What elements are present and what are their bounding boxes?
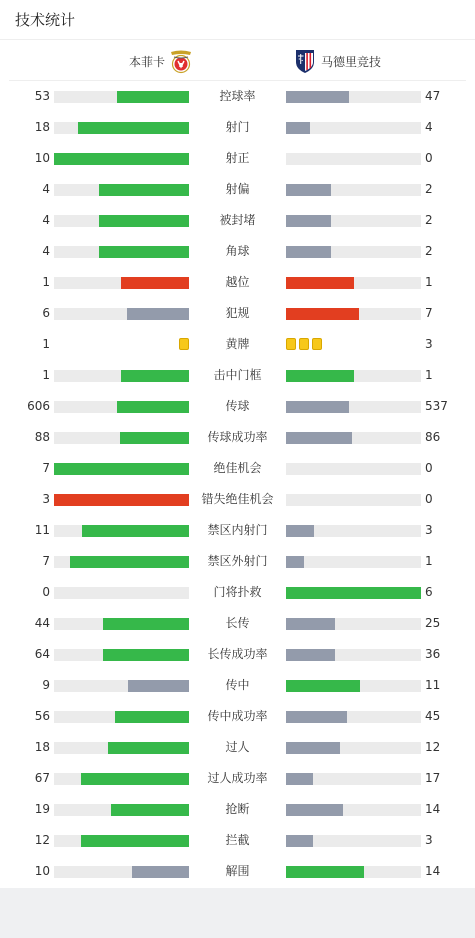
stat-label: 禁区内射门 (207, 523, 268, 537)
stat-label: 过人 (225, 740, 250, 754)
yellow-card-icon (179, 338, 189, 350)
stat-label: 长传 (225, 616, 250, 630)
stat-row (0, 329, 475, 360)
away-value: 25 (425, 616, 441, 630)
away-bar-track (286, 742, 421, 754)
stat-row (0, 515, 475, 546)
stat-label: 禁区外射门 (207, 554, 268, 568)
away-value: 0 (425, 461, 433, 475)
home-bar-track (54, 246, 189, 258)
atletico-madrid-crest-icon (293, 48, 317, 74)
stat-row (0, 639, 475, 670)
home-value: 3 (42, 492, 50, 506)
stat-row (0, 701, 475, 732)
away-bar-fill (286, 556, 304, 568)
stat-row (0, 825, 475, 856)
home-bar-fill (103, 618, 189, 630)
home-value: 4 (42, 182, 50, 196)
home-bar-track (54, 215, 189, 227)
home-bar-track (54, 463, 189, 475)
home-bar-fill (121, 370, 189, 382)
away-bar-track (286, 556, 421, 568)
away-bar-fill (286, 122, 310, 134)
away-value: 1 (425, 275, 433, 289)
benfica-crest-icon (169, 48, 193, 74)
home-bar-fill (108, 742, 189, 754)
away-bar-fill (286, 618, 335, 630)
away-bar-track (286, 246, 421, 258)
stat-row (0, 732, 475, 763)
away-bar-track (286, 463, 421, 475)
away-value: 7 (425, 306, 433, 320)
stat-row (0, 546, 475, 577)
away-bar-fill (286, 587, 421, 599)
away-value: 14 (425, 864, 441, 878)
stat-label: 错失绝佳机会 (201, 492, 274, 506)
away-bar-track (286, 525, 421, 537)
stat-label: 黄牌 (225, 337, 250, 351)
stat-label: 传球 (225, 399, 250, 413)
home-bar-track (54, 91, 189, 103)
stat-row (0, 298, 475, 329)
home-bar-fill (99, 246, 189, 258)
home-bar-track (54, 122, 189, 134)
home-bar-fill (54, 153, 189, 165)
stat-row (0, 577, 475, 608)
away-bar-track (286, 401, 421, 413)
home-bar-fill (117, 91, 189, 103)
home-value: 10 (34, 151, 50, 165)
away-team-name: 马德里竞技 (321, 54, 382, 69)
home-bar-track (54, 587, 189, 599)
stat-row (0, 81, 475, 112)
stat-label: 击中门框 (213, 368, 262, 382)
home-team-name: 本菲卡 (128, 54, 165, 69)
home-bar-fill (121, 277, 189, 289)
away-value: 537 (425, 399, 448, 413)
away-value: 1 (425, 368, 433, 382)
home-team[interactable] (129, 48, 193, 74)
home-bar-track (54, 432, 189, 444)
home-bar-fill (78, 122, 189, 134)
home-value: 1 (42, 337, 50, 351)
home-value: 7 (42, 461, 50, 475)
home-value: 88 (34, 430, 50, 444)
away-value: 3 (425, 523, 433, 537)
home-value: 67 (34, 771, 50, 785)
home-bar-fill (115, 711, 189, 723)
away-bar-track (286, 618, 421, 630)
stats-list (0, 81, 475, 887)
home-yellow-cards (179, 338, 189, 350)
away-bar-fill (286, 649, 335, 661)
home-bar-track (54, 649, 189, 661)
stat-row (0, 174, 475, 205)
home-value: 64 (34, 647, 50, 661)
away-value: 3 (425, 337, 433, 351)
home-bar-track (54, 277, 189, 289)
away-value: 1 (425, 554, 433, 568)
away-bar-track (286, 866, 421, 878)
stat-label: 门将扑救 (213, 585, 262, 599)
away-bar-track (286, 835, 421, 847)
home-bar-fill (81, 773, 189, 785)
stat-row (0, 112, 475, 143)
away-bar-track (286, 308, 421, 320)
away-value: 47 (425, 89, 441, 103)
yellow-card-icon (312, 338, 322, 350)
away-bar-fill (286, 680, 360, 692)
home-value: 12 (34, 833, 50, 847)
home-value: 18 (34, 120, 50, 134)
away-value: 2 (425, 182, 433, 196)
stat-label: 过人成功率 (207, 771, 268, 785)
away-bar-track (286, 680, 421, 692)
home-value: 1 (42, 368, 50, 382)
home-value: 53 (34, 89, 50, 103)
away-value: 0 (425, 151, 433, 165)
home-value: 606 (27, 399, 50, 413)
home-bar-track (54, 835, 189, 847)
away-bar-track (286, 649, 421, 661)
away-value: 86 (425, 430, 441, 444)
away-value: 12 (425, 740, 441, 754)
home-value: 11 (34, 523, 50, 537)
stat-row (0, 236, 475, 267)
stat-row (0, 670, 475, 701)
stat-row (0, 608, 475, 639)
stat-label: 越位 (225, 275, 250, 289)
home-bar-fill (120, 432, 189, 444)
home-bar-track (54, 866, 189, 878)
home-bar-fill (70, 556, 189, 568)
away-team[interactable] (293, 48, 381, 74)
away-value: 4 (425, 120, 433, 134)
home-bar-fill (99, 184, 189, 196)
away-bar-fill (286, 370, 354, 382)
home-value: 1 (42, 275, 50, 289)
away-bar-fill (286, 742, 340, 754)
home-value: 6 (42, 306, 50, 320)
teams-header (9, 40, 466, 81)
away-bar-fill (286, 246, 331, 258)
stat-row (0, 794, 475, 825)
home-value: 18 (34, 740, 50, 754)
yellow-card-icon (299, 338, 309, 350)
home-value: 4 (42, 213, 50, 227)
home-bar-fill (99, 215, 189, 227)
away-value: 3 (425, 833, 433, 847)
away-value: 17 (425, 771, 441, 785)
home-bar-fill (127, 308, 189, 320)
home-bar-fill (117, 401, 189, 413)
home-value: 56 (34, 709, 50, 723)
away-bar-track (286, 184, 421, 196)
home-value: 0 (42, 585, 50, 599)
stat-label: 射正 (225, 151, 250, 165)
away-bar-track (286, 153, 421, 165)
away-bar-track (286, 277, 421, 289)
away-bar-fill (286, 91, 349, 103)
page-title: 技术统计 (15, 11, 76, 29)
away-bar-fill (286, 804, 343, 816)
home-bar-track (54, 773, 189, 785)
header-bar (0, 0, 475, 40)
home-bar-fill (132, 866, 189, 878)
home-bar-track (54, 153, 189, 165)
stat-label: 射偏 (225, 182, 250, 196)
home-bar-track (54, 742, 189, 754)
away-bar-track (286, 91, 421, 103)
home-bar-track (54, 556, 189, 568)
away-bar-track (286, 587, 421, 599)
away-yellow-cards (286, 338, 322, 350)
stat-row (0, 391, 475, 422)
away-value: 36 (425, 647, 441, 661)
home-value: 7 (42, 554, 50, 568)
away-bar-fill (286, 835, 313, 847)
stat-row (0, 205, 475, 236)
home-value: 10 (34, 864, 50, 878)
away-bar-fill (286, 711, 347, 723)
away-value: 6 (425, 585, 433, 599)
away-bar-fill (286, 432, 352, 444)
away-bar-fill (286, 215, 331, 227)
home-bar-fill (111, 804, 189, 816)
stat-row (0, 267, 475, 298)
stat-row (0, 763, 475, 794)
stat-label: 抢断 (225, 802, 250, 816)
home-bar-track (54, 184, 189, 196)
home-bar-track (54, 525, 189, 537)
home-bar-track (54, 711, 189, 723)
stat-row (0, 484, 475, 515)
stat-label: 角球 (225, 244, 250, 258)
stat-label: 射门 (225, 120, 250, 134)
home-bar-track (54, 804, 189, 816)
away-value: 14 (425, 802, 441, 816)
away-bar-track (286, 432, 421, 444)
home-value: 9 (42, 678, 50, 692)
home-bar-fill (54, 463, 189, 475)
stat-row (0, 360, 475, 391)
stat-row (0, 453, 475, 484)
home-bar-fill (82, 525, 189, 537)
home-bar-track (54, 308, 189, 320)
away-bar-track (286, 804, 421, 816)
stat-label: 传中成功率 (207, 709, 268, 723)
away-value: 0 (425, 492, 433, 506)
away-bar-fill (286, 308, 359, 320)
home-bar-track (54, 618, 189, 630)
away-bar-track (286, 773, 421, 785)
stat-row (0, 143, 475, 174)
stat-label: 拦截 (225, 833, 250, 847)
home-bar-track (54, 370, 189, 382)
away-bar-fill (286, 277, 354, 289)
away-bar-track (286, 122, 421, 134)
home-bar-fill (54, 494, 189, 506)
stat-label: 长传成功率 (207, 647, 268, 661)
home-bar-fill (103, 649, 189, 661)
stat-label: 被封堵 (219, 213, 256, 227)
away-bar-track (286, 711, 421, 723)
stat-label: 传球成功率 (207, 430, 268, 444)
home-value: 19 (34, 802, 50, 816)
away-bar-track (286, 494, 421, 506)
away-value: 2 (425, 244, 433, 258)
yellow-card-icon (286, 338, 296, 350)
home-value: 4 (42, 244, 50, 258)
away-bar-fill (286, 401, 349, 413)
home-value: 44 (34, 616, 50, 630)
away-value: 11 (425, 678, 441, 692)
away-value: 45 (425, 709, 441, 723)
stat-label: 绝佳机会 (213, 461, 262, 475)
away-bar-fill (286, 184, 331, 196)
home-bar-track (54, 494, 189, 506)
home-bar-track (54, 680, 189, 692)
stat-row (0, 856, 475, 887)
stat-label: 传中 (225, 678, 250, 692)
stat-row (0, 422, 475, 453)
stat-label: 控球率 (219, 89, 256, 103)
away-bar-fill (286, 773, 313, 785)
away-bar-fill (286, 525, 314, 537)
away-bar-track (286, 215, 421, 227)
home-bar-fill (128, 680, 189, 692)
away-value: 2 (425, 213, 433, 227)
stat-label: 解围 (225, 864, 250, 878)
stat-label: 犯规 (225, 306, 250, 320)
away-bar-fill (286, 866, 364, 878)
home-bar-fill (81, 835, 189, 847)
home-bar-track (54, 401, 189, 413)
away-bar-track (286, 370, 421, 382)
